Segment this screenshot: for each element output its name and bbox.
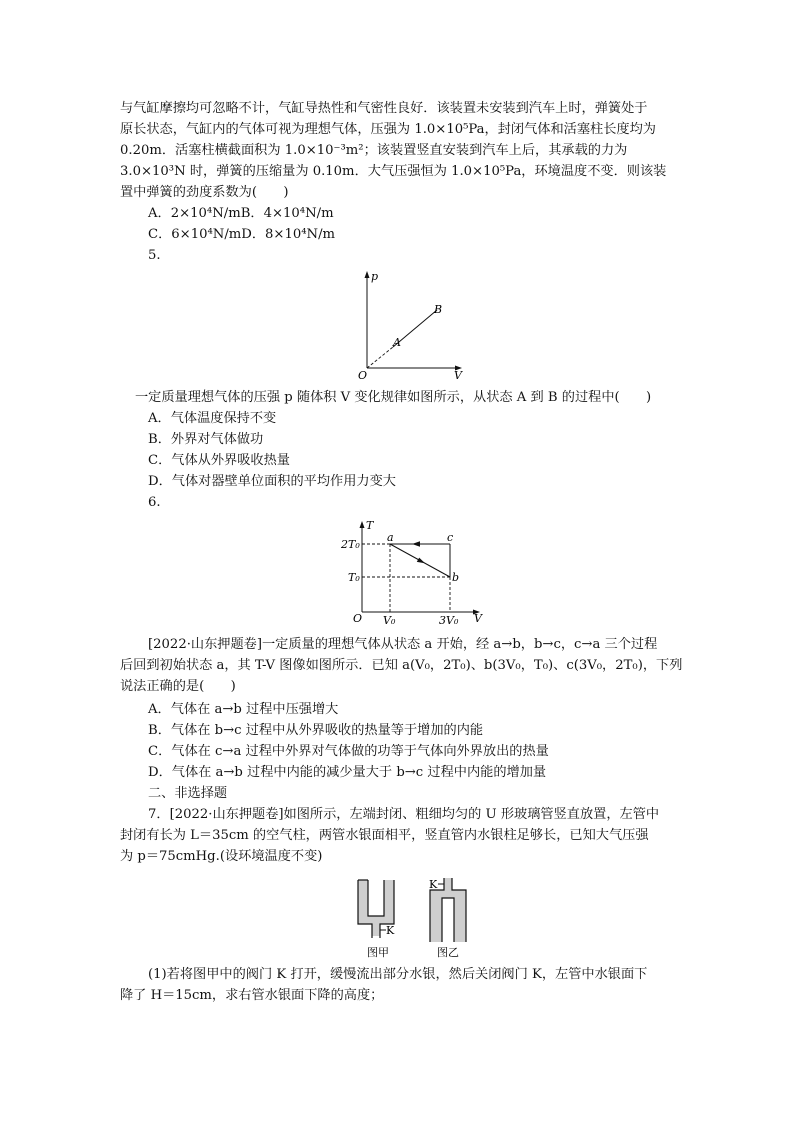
q4-line-5: 置中弹簧的劲度系数为( ) [120,185,289,200]
tick-t0: T₀ [348,571,360,584]
origin-label: O [358,369,368,380]
section-heading: 二、非选择题 [148,786,228,801]
q4-option-cd: C．6×10⁴N/mD．8×10⁴N/m [148,227,336,242]
drain-mercury [372,924,380,936]
q6-option-a: A．气体在 a→b 过程中压强增大 [148,702,339,717]
p-label: p [371,270,379,283]
q6-option-d: D．气体在 a→b 过程中内能的减少量大于 b→c 过程中内能的增加量 [148,765,547,780]
q5-option-a: A．气体温度保持不变 [148,411,277,426]
q4-line-1: 与气缸摩擦均可忽略不计，气缸导热性和气密性良好．该装置未安装到汽车上时，弹簧处于 [120,101,648,116]
p-axis-arrow [365,271,370,278]
inner-tube-wall [368,880,384,916]
v-label: V [474,612,482,625]
tick-2t0: 2T₀ [341,538,360,551]
tick-3v0: 3V₀ [439,614,459,626]
valve-k-label-b: K [429,878,438,891]
right-mercury [384,880,394,918]
q7-part1-line-1: (1)若将图甲中的阀门 K 打开，缓慢流出部分水银，然后关闭阀门 K，左管中水银面下 [148,967,648,982]
q6-option-c: C．气体在 c→a 过程中外界对气体做的功等于气体向外界放出的热量 [148,744,549,759]
q4-line-4: 3.0×10³N 时，弹簧的压缩量为 0.10m．大气压强恒为 1.0×10⁵Pa，环境温度不变．则该装 [120,164,667,179]
q4-line-3: 0.20m．活塞柱横截面积为 1.0×10⁻³m²；该装置竖直安装到汽车上后，其承载的力为 [120,143,628,158]
q6-stem-3: 说法正确的是( ) [120,679,236,694]
q7-stem-2: 封闭有长为 L＝35cm 的空气柱，两管水银面相平，竖直管内水银柱足够长，已知大气压强 [120,828,649,843]
valve-k-label-a: K [386,924,395,937]
top-mercury-b [430,890,466,898]
q6-option-b: B．气体在 b→c 过程中从外界吸收的热量等于增加的内能 [148,723,484,738]
q6-number: 6. [148,495,161,510]
u-tube-figure-b [429,878,466,959]
point-a-label: A [393,336,401,349]
inner-tube-wall-b [442,898,454,942]
q6-stem-1: [2022·山东押题卷]一定质量的理想气体从状态 a 开始，经 a→b，b→c，c→a 三个过程 [148,637,658,652]
arrow-ab [417,558,425,564]
extension-dashed-line [367,347,393,368]
point-c-label: c [447,531,454,544]
q5-option-c: C．气体从外界吸收热量 [148,453,290,468]
q5-number: 5. [148,248,161,263]
q5-pv-graph [355,268,475,380]
t-label: T [366,519,374,532]
q6-stem-2: 后回到初始状态 a，其 T-V 图像如图所示．已知 a(V₀，2T₀)、b(3V₀，T₀)、c(3V₀，2T₀)，下列 [120,658,683,673]
figure-a-caption: 图甲 [367,946,389,959]
arrow-ca [412,541,420,546]
q5-option-d: D．气体对器壁单位面积的平均作用力变大 [148,474,396,489]
q5-stem: 一定质量理想气体的压强 p 随体积 V 变化规律如图所示，从状态 A 到 B 的过程中( ) [135,390,652,405]
q6-tv-graph [340,518,490,626]
bottom-mercury [358,916,394,924]
q4-option-ab: A．2×10⁴N/mB．4×10⁴N/m [148,206,334,221]
top-neck-mercury [444,878,452,890]
u-tube-figure-a [358,880,395,959]
q7-utube-figures [350,872,480,964]
origin-label: O [353,612,363,625]
v-label: V [454,369,462,380]
t-axis-arrow [360,521,365,528]
q7-part1-line-2: 降了 H＝15cm，求右管水银面下降的高度； [120,988,384,1003]
left-mercury [358,880,368,918]
q5-option-b: B．外界对气体做功 [148,432,264,447]
point-b-label: B [434,303,443,316]
q4-line-2: 原长状态，气缸内的气体可视为理想气体，压强为 1.0×10⁵Pa，封闭气体和活塞柱长度均为 [120,122,656,137]
q7-stem-3: 为 p＝75cmHg.(设环境温度不变) [120,849,323,864]
tick-v0: V₀ [383,614,396,626]
point-b-label: b [452,571,460,584]
point-a-label: a [387,531,394,544]
figure-b-caption: 图乙 [437,946,459,959]
q7-stem-1: 7．[2022·山东押题卷]如图所示，左端封闭、粗细均匀的 U 形玻璃管竖直放置，左管中 [148,807,660,822]
